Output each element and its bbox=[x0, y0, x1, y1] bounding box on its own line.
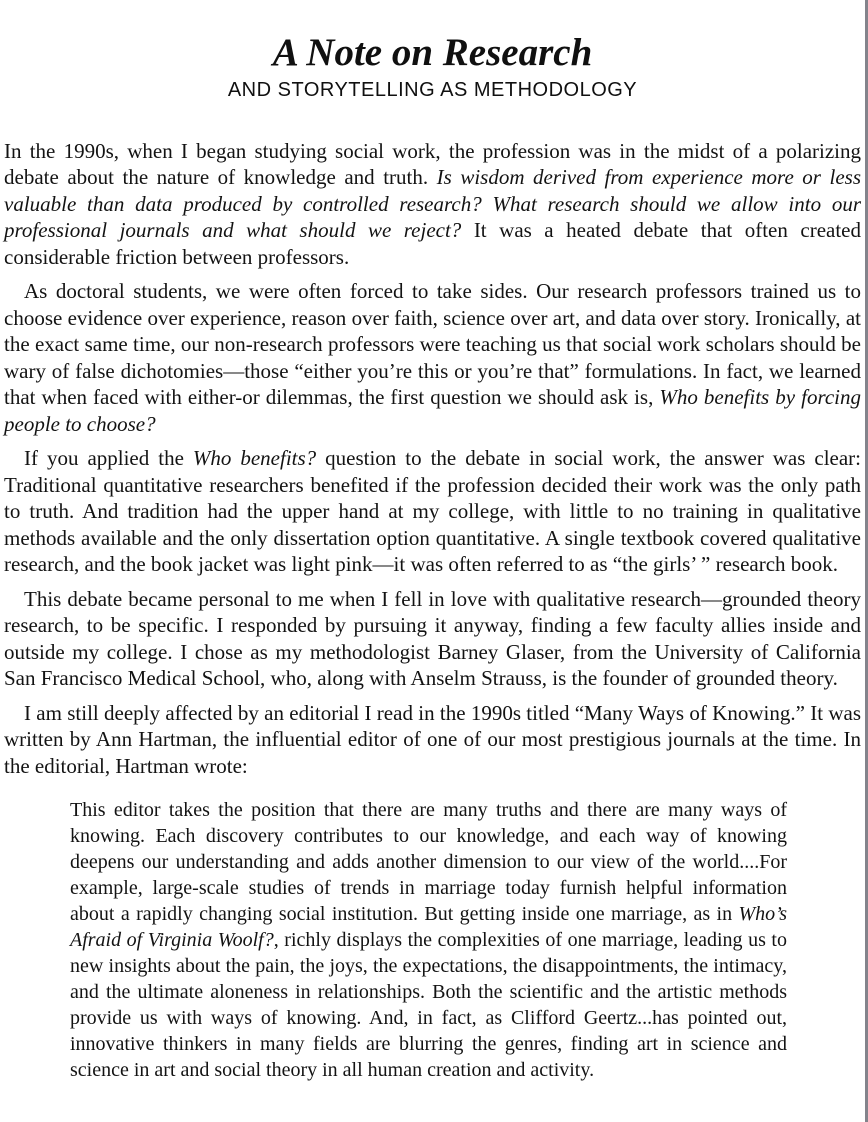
body-text bbox=[0, 138, 865, 1084]
paragraph-1: In the 1990s, when I began studying social work, the profession was in the midst of a polarizing debate about the nature of knowledge and truth. Is wisdom derived from experience more or less valuable than data produced by controlled research? What research should we allow into our professional journals and what should we reject? It was a heated debate that often created considerable friction between professors. bbox=[4, 138, 861, 269]
paragraph-2: As doctoral students, we were often forced to take sides. Our research professors trained us to choose evidence over experience, reason over faith, science over art, and data over story. Ironically, at the exact same time, our non-research professors were teaching us that social work scholars should be wary of false dichotomies—those “either you’re this or you’re that” formulations. In fact, we learned that when faced with either-or dilemmas, the first question we should ask is, Who benefits by forcing people to choose? bbox=[4, 279, 861, 436]
chapter-header bbox=[0, 32, 865, 102]
paragraph-3: If you applied the Who benefits? question to the debate in social work, the answer was clear: Traditional quantitative researchers benefited if the profession decided their work was the only path to truth. And tradition had the upper hand at my college, with little to no training in qualitative methods available and the only dissertation option quantitative. A single textbook covered qualitative research, and the book jacket was light pink—it was often referred to as “the girls’ ” research book. bbox=[4, 446, 862, 577]
paragraph-5: I am still deeply affected by an editorial I read in the 1990s titled “Many Ways of Knowing.” It was written by Ann Hartman, the influential editor of one of our most prestigious journals at the time. In the editorial, Hartman wrote: bbox=[4, 700, 861, 778]
editorial-blockquote: This editor takes the position that there are many truths and there are many ways of knowing. Each discovery contributes to our knowledge, and each way of knowing deepens our understanding and adds another dimension to our view of the world....For example, large-scale studies of trends in marriage today furnish helpful information about a rapidly changing social institution. But getting inside one marriage, as in Who’s Afraid of Virginia Woolf?, richly displays the complexities of one marriage, leading us to new insights about the pain, the joys, the expectations, the disappointments, the intimacy, and the ultimate aloneness in relationships. Both the scientific and the artistic methods provide us with ways of knowing. And, in fact, as Clifford Geertz...has pointed out, innovative thinkers in many fields are blurring the genres, finding art in science and science in art and social theory in all human creation and activity. bbox=[70, 799, 787, 1082]
paragraph-4: This debate became personal to me when I fell in love with qualitative research—grounded theory research, to be specific. I responded by pursuing it anyway, finding a few faculty allies inside and outside my college. I chose as my methodologist Barney Glaser, from the University of California San Francisco Medical School, who, along with Anselm Strauss, is the founder of grounded theory. bbox=[4, 586, 861, 691]
chapter-subtitle: AND STORYTELLING AS METHODOLOGY bbox=[227, 78, 638, 101]
chapter-title: A Note on Research bbox=[272, 31, 593, 74]
